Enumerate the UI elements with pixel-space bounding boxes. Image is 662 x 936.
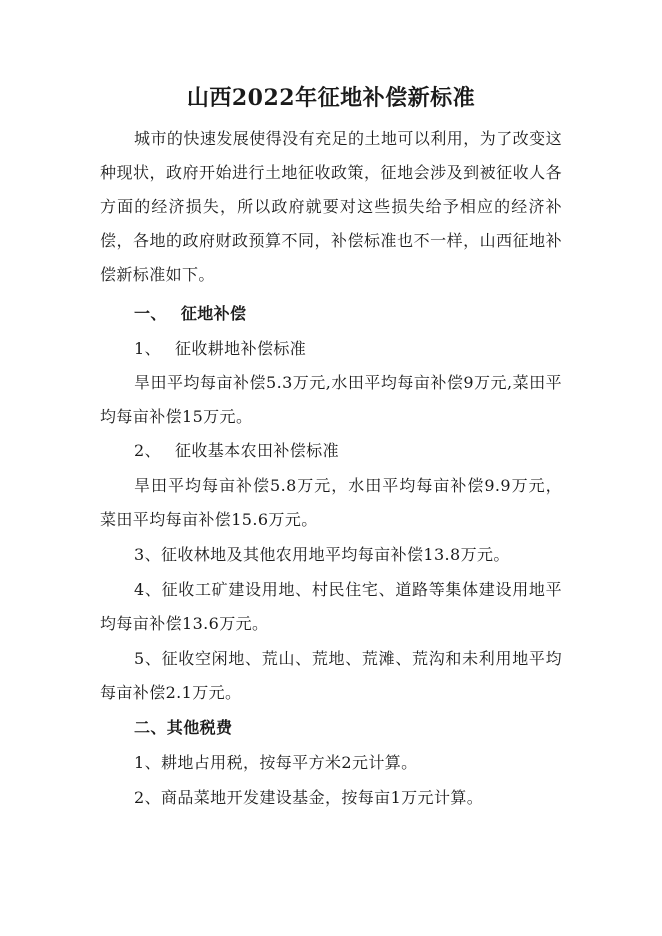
- item-1-heading: [134, 332, 306, 366]
- item-5-text: 5、征收空闲地、荒山、荒地、荒滩、荒沟和未利用地平均每亩补偿2.1万元。: [100, 649, 562, 702]
- item-2-number: 2、: [134, 441, 161, 460]
- item-1-title: 征收耕地补偿标准: [174, 339, 307, 358]
- item-2-heading: [134, 434, 339, 468]
- intro-paragraph: 城市的快速发展使得没有充足的土地可以利用，为了改变这种现状，政府开始进行土地征收政策，征地会涉及到被征收人各方面的经济损失，所以政府就要对这些损失给予相应的经济补偿，各地的政府财政预算不同，补偿标准也不一样，山西征地补偿新标准如下。: [100, 129, 562, 284]
- item-1-number: 1、: [134, 339, 161, 358]
- item-1-text: 旱田平均每亩补偿5.3万元,水田平均每亩补偿9万元,菜田平均每亩补偿15万元。: [100, 373, 562, 426]
- section-2-item-2: 2、商品菜地开发建设基金，按每亩1万元计算。: [134, 788, 484, 807]
- section-1-title: 征地补偿: [180, 304, 247, 323]
- page-title: 山西2022年征地补偿新标准: [186, 85, 476, 111]
- section-2-heading: 二、其他税费: [134, 718, 233, 737]
- item-4-text: 4、征收工矿建设用地、村民住宅、道路等集体建设用地平均每亩补偿13.6万元。: [100, 580, 562, 633]
- section-1-heading: [134, 297, 246, 331]
- section-1-number: 一、: [134, 304, 167, 323]
- item-3-text: 3、征收林地及其他农用地平均每亩补偿13.8万元。: [134, 545, 510, 564]
- item-2-title: 征收基本农田补偿标准: [174, 441, 339, 460]
- item-2-text: 旱田平均每亩补偿5.8万元，水田平均每亩补偿9.9万元，菜田平均每亩补偿15.6万元。: [100, 476, 562, 529]
- section-2-item-1: 1、耕地占用税，按每平方米2元计算。: [134, 753, 418, 772]
